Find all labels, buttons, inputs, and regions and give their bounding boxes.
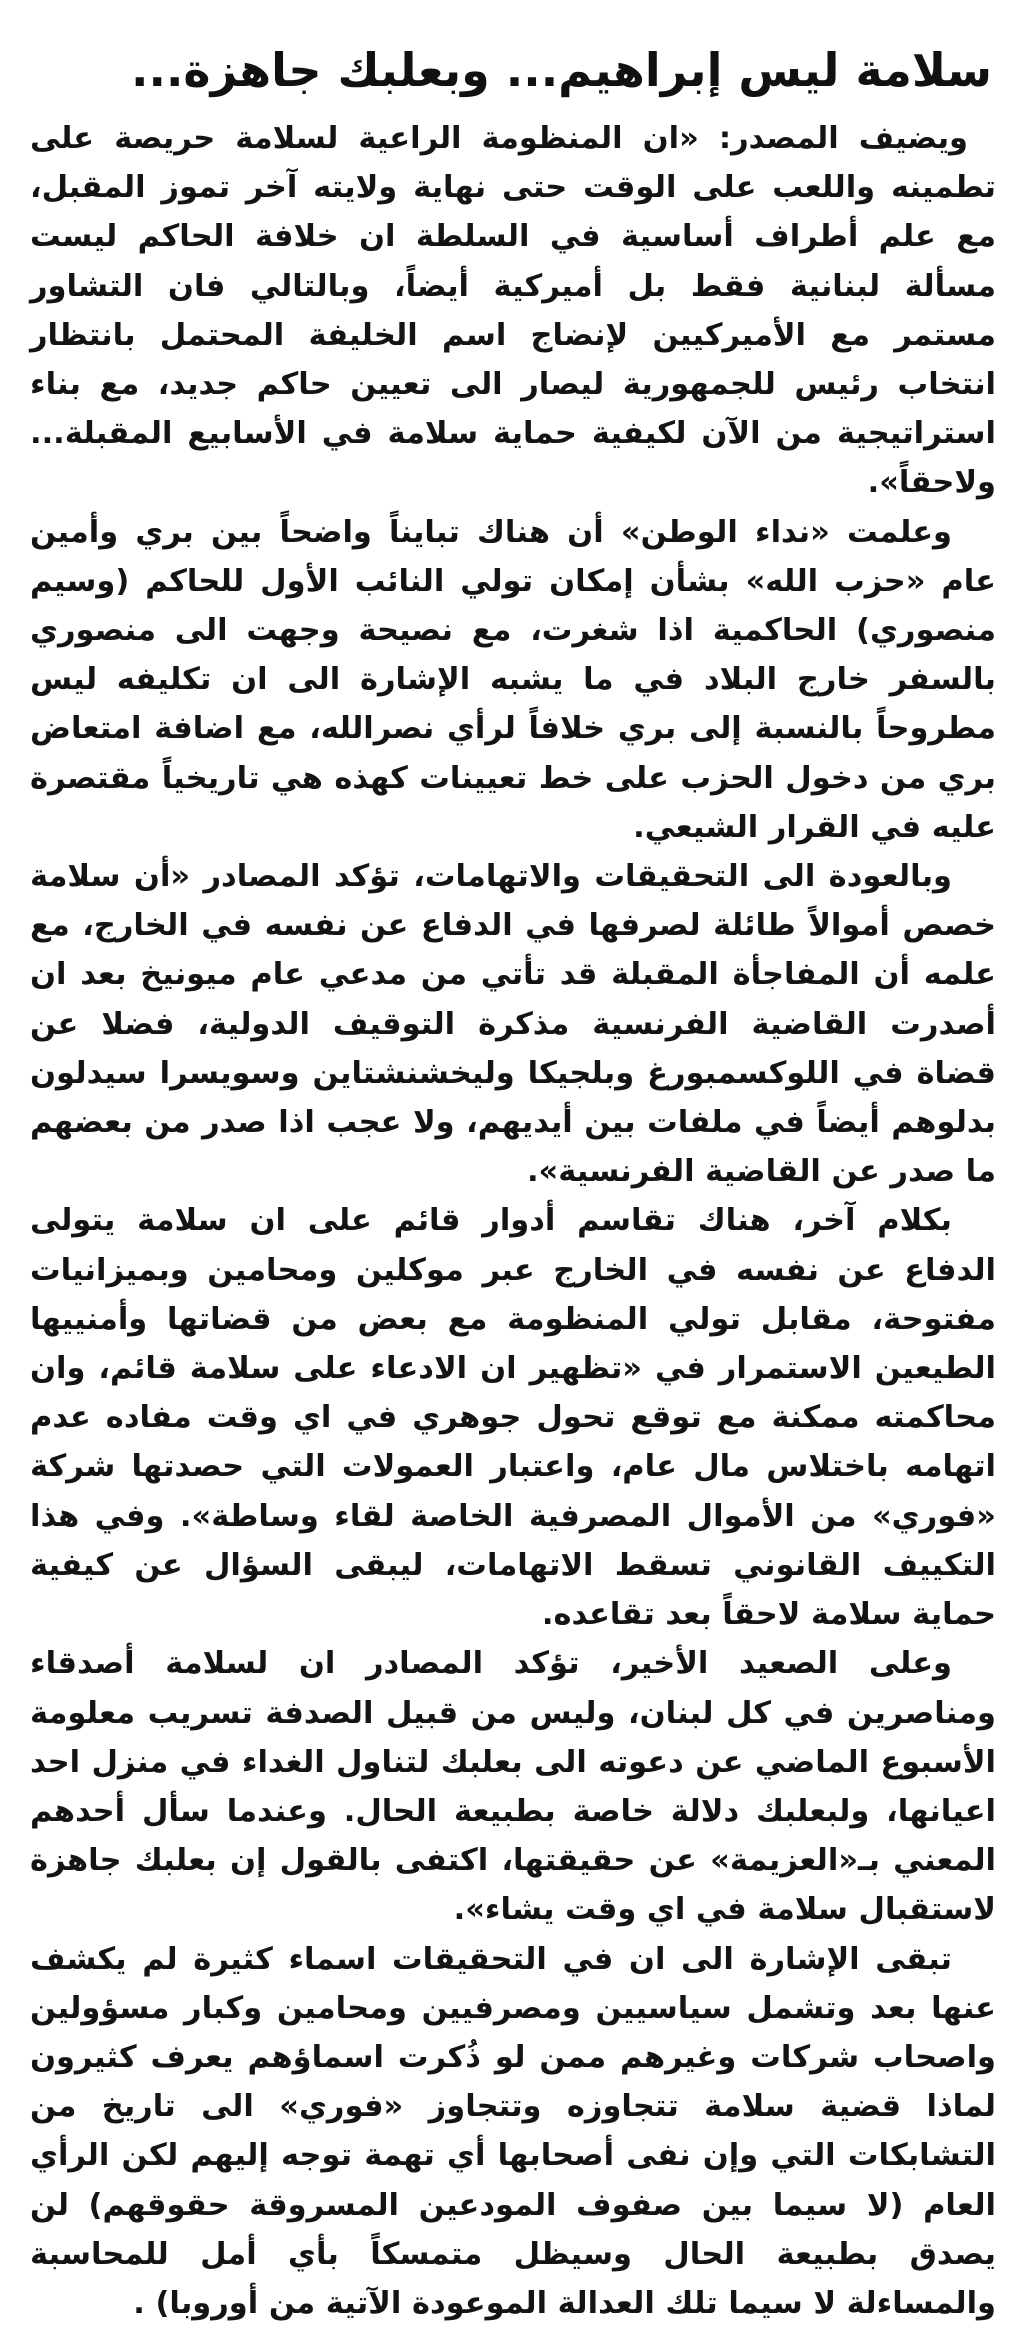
article-paragraph: وعلى الصعيد الأخير، تؤكد المصادر ان لسلامة أصدقاء ومناصرين في كل لبنان، وليس من قبيل الصدفة تسريب معلومة الأسبوع الماضي عن دعوته الى بعلبك لتناول الغداء في منزل احد اعيانها، ولبعلبك دلالة خاصة بطبيعة الحال. وعندما سأل أحدهم المعني بـ«العزيمة» عن حقيقتها، اكتفى بالقول إن بعلبك جاهزة لاستقبال سلامة في اي وقت يشاء».: [30, 1646, 996, 1928]
article-paragraph: تبقى الإشارة الى ان في التحقيقات اسماء كثيرة لم يكشف عنها بعد وتشمل سياسيين ومصرفيين ومحامين وكبار مسؤولين واصحاب شركات وغيرهم ممن لو ذُكرت اسماؤهم يعرف كثيرون لماذا قضية سلامة تتجاوزه وتتجاوز «فوري» الى تاريخ من التشابكات التي وإن نفى أصحابها أي تهمة توجه إليهم لكن الرأي العام (لا سيما بين صفوف المودعين المسروقة حقوقهم) لن يصدق بطبيعة الحال وسيظل متمسكاً بأي أمل للمحاسبة والمساءلة لا سيما تلك العدالة الموعودة الآتية من أوروبا) .: [30, 1941, 996, 2321]
article-paragraph: ويضيف المصدر: «ان المنظومة الراعية لسلامة حريصة على تطمينه واللعب على الوقت حتى نهاية ولايته آخر تموز المقبل، مع علم أطراف أساسية في السلطة ان خلافة الحاكم ليست مسألة لبنانية فقط بل أميركية أيضاً، وبالتالي فان التشاور مستمر مع الأميركيين لإنضاج اسم الخليفة المحتمل بانتظار انتخاب رئيس للجمهورية ليصار الى تعيين حاكم جديد، مع بناء استراتيجية من الآن لكيفية حماية سلامة في الأسابيع المقبلة... ولاحقاً».: [30, 121, 996, 501]
article-paragraph: وعلمت «نداء الوطن» أن هناك تبايناً واضحاً بين بري وأمين عام «حزب الله» بشأن إمكان تولي النائب الأول للحاكم (وسيم منصوري) الحاكمية اذا شغرت، مع نصيحة وجهت الى منصوري بالسفر خارج البلاد في ما يشبه الإشارة الى ان تكليفه ليس مطروحاً بالنسبة إلى بري خلافاً لرأي نصرالله، مع اضافة امتعاض بري من دخول الحزب على خط تعيينات كهذه هي تاريخياً مقتصرة عليه في القرار الشيعي.: [30, 514, 996, 845]
article-headline: سلامة ليس إبراهيم... وبعلبك جاهزة...: [131, 43, 992, 97]
article-paragraph: وبالعودة الى التحقيقات والاتهامات، تؤكد المصادر «أن سلامة خصص أموالاً طائلة لصرفها في الدفاع عن نفسه في الخارج، مع علمه أن المفاجأة المقبلة قد تأتي من مدعي عام ميونيخ بعد ان أصدرت القاضية الفرنسية مذكرة التوقيف الدولية، فضلا عن قضاة في اللوكسمبورغ وبلجيكا وليخشنشتاين وسويسرا سيدلون بدلوهم أيضاً في ملفات بين أيديهم، ولا عجب اذا صدر من بعضهم ما صدر عن القاضية الفرنسية».: [30, 859, 996, 1190]
article-paragraph: بكلام آخر، هناك تقاسم أدوار قائم على ان سلامة يتولى الدفاع عن نفسه في الخارج عبر موكلين ومحامين وبميزانيات مفتوحة، مقابل تولي المنظومة مع بعض من قضاتها وأمنييها الطيعين الاستمرار في «تظهير ان الادعاء على سلامة قائم، وان محاكمته ممكنة مع توقع تحول جوهري في اي وقت مفاده عدم اتهامه باختلاس مال عام، واعتبار العمولات التي حصدتها شركة «فوري» من الأموال المصرفية الخاصة لقاء وساطة». وفي هذا التكييف القانوني تسقط الاتهامات، ليبقى السؤال عن كيفية حماية سلامة لاحقاً بعد تقاعده.: [30, 1203, 996, 1633]
article-body: [30, 114, 996, 2328]
